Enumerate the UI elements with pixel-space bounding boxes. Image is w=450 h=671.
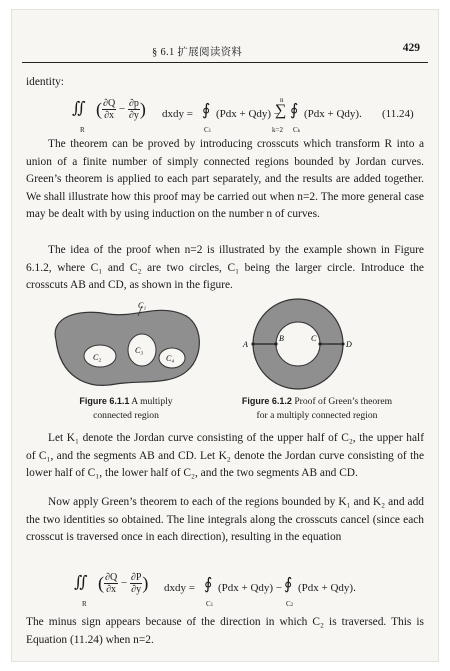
inner-circle bbox=[276, 322, 320, 366]
sum-upper: n bbox=[280, 96, 284, 104]
region-label: R bbox=[80, 126, 85, 134]
contour2-c2-label: C2 bbox=[286, 600, 294, 608]
label-c2: C₂ bbox=[93, 353, 102, 362]
frac-dp: ∂p bbox=[128, 98, 139, 109]
outer-region bbox=[55, 310, 199, 385]
figure-multiply-connected-region bbox=[46, 300, 206, 392]
running-header bbox=[22, 38, 428, 63]
label-a: A bbox=[243, 340, 248, 349]
sum-sign: ∑ bbox=[275, 102, 287, 119]
paragraph-3: Let K₁ denote the Jordan curve consisting of the upper half of C₂, the upper half of C₁, and the segments AB and CD. Let K₂ denote the Jordan curve consisting of the lower half of C₁, the lower half of C₂, and the two segments AB and CD. bbox=[26, 432, 424, 480]
contour2-c1-label: C1 bbox=[206, 600, 214, 608]
label-c3: C₃ bbox=[135, 346, 144, 355]
contour-integral-sign: ∮ bbox=[202, 102, 211, 119]
contour-ck-label: Ck bbox=[293, 126, 301, 134]
book-page bbox=[12, 10, 438, 661]
label-c1: C₁ bbox=[138, 301, 147, 310]
figure-greens-proof bbox=[238, 294, 358, 394]
contour-c1-label: C1 bbox=[204, 126, 212, 134]
equation-number: (11.24) bbox=[382, 108, 414, 120]
caption-figure-6-1-2: Figure 6.1.2 Proof of Green’s theorem for a multiply connected region bbox=[241, 396, 393, 421]
page-number: 429 bbox=[402, 42, 420, 54]
contour-integral-sign-2: ∮ bbox=[290, 102, 299, 119]
paragraph-2: The idea of the proof when n=2 is illustrated by the example shown in Figure 6.1.2, where C₁ and C₂ are two circles, C₁ being the larger circle. Introduce the crosscuts AB and CD, as shown in the figure. bbox=[26, 244, 424, 292]
label-b: B bbox=[279, 334, 284, 343]
contour-c2-sign: ∮ bbox=[284, 576, 293, 593]
frac2-dq: ∂Q bbox=[105, 572, 118, 583]
label-d: D bbox=[346, 340, 352, 349]
integrand-2: (Pdx + Qdy). bbox=[304, 108, 362, 120]
frac-dq: ∂Q bbox=[103, 98, 116, 109]
double-integral-sign-2: ∬ bbox=[74, 574, 88, 591]
frac2-dy: ∂y bbox=[131, 584, 142, 595]
dxdy-text-2: dxdy = bbox=[164, 582, 195, 594]
double-integral-sign: ∬ bbox=[72, 100, 86, 117]
paragraph-4: Now apply Green’s theorem to each of the regions bounded by K₁ and K₂ and add the two identities so obtained. The line integrals along the crosscuts cancel (since each crosscut is traversed once in each direction), resulting in the equation bbox=[26, 496, 424, 544]
identity-line: identity: bbox=[26, 76, 64, 88]
frac-dx: ∂x bbox=[104, 110, 115, 121]
integrand2-1: (Pdx + Qdy) − bbox=[218, 582, 283, 594]
paragraph-5: The minus sign appears because of the direction in which C₂ is traversed. This is Equation (11.24) when n=2. bbox=[26, 616, 424, 646]
dxdy-text: dxdy = bbox=[162, 108, 193, 120]
integrand-1: (Pdx + Qdy) − bbox=[216, 108, 281, 120]
label-c: C bbox=[311, 334, 317, 343]
sum-lower: k=2 bbox=[272, 126, 283, 134]
region-label-2: R bbox=[82, 600, 87, 608]
equation-11-24: ∬ R ( $\frac{\partial Q}{\partial x}$ − $\frac{\partial p}{\partial y}$ ) dxdy = ∮ C1 (Pdx + Qdy) − n ∑ k=2 ∮ Ck (Pdx + Qdy). (11.24) bbox=[72, 96, 414, 134]
equation-final: ∬ R ( $\frac{\partial Q}{\partial x}$ − $\frac{\partial P}{\partial y}$ ) dxdy = ∮ C1 (Pdx + Qdy) − ∮ C2 (Pdx + Qdy). bbox=[74, 572, 356, 608]
label-c4: C₄ bbox=[166, 354, 175, 363]
frac-dy: ∂y bbox=[128, 110, 139, 121]
frac2-dx: ∂x bbox=[106, 584, 117, 595]
contour-c1-sign: ∮ bbox=[204, 576, 213, 593]
frac2-dp: ∂P bbox=[130, 572, 142, 583]
section-title: § 6.1 扩展阅读资料 bbox=[152, 47, 243, 58]
paragraph-1: The theorem can be proved by introducing crosscuts which transform R into a union of a finite number of simply connected regions bounded by Jordan curves. Green’s theorem is applied to each part separately, and the results are added together. We shall illustrate how this proof may be carried out when n=2. The more general case may be dealt with by using induction on the number n of curves. bbox=[26, 138, 424, 221]
caption-figure-6-1-1: Figure 6.1.1 A multiply connected region bbox=[79, 396, 173, 421]
integrand2-2: (Pdx + Qdy). bbox=[298, 582, 356, 594]
